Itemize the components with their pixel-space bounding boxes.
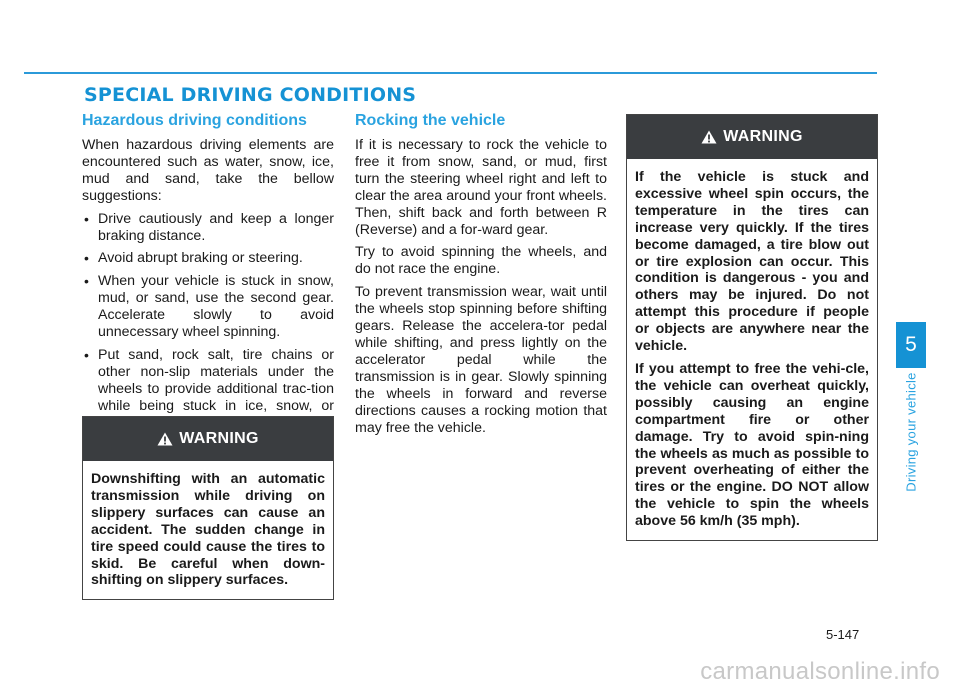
list-item: • When your vehicle is stuck in snow, mud, or sand, use the second gear. Accelerate slowly to avoid unnecessary wheel spinning.	[82, 273, 334, 341]
hazardous-list	[82, 211, 334, 432]
warning-header	[627, 115, 877, 159]
page-number: 5-147	[826, 627, 860, 642]
warning-box-downshifting	[82, 416, 334, 600]
warning-header	[83, 417, 333, 461]
rocking-paragraph: Try to avoid spinning the wheels, and do not race the engine.	[355, 244, 607, 278]
warning-text: Downshifting with an automatic transmission while driving on slippery surfaces can cause an accident. The sudden change in tire speed could cause the tires to skid. Be careful when down-shifting on slippery surfaces.	[91, 471, 325, 589]
list-item: • Drive cautiously and keep a longer braking distance.	[82, 211, 334, 245]
warning-title: WARNING	[723, 128, 803, 145]
warning-triangle-icon	[157, 432, 173, 446]
chapter-label: Driving your vehicle	[903, 372, 919, 492]
warning-triangle-icon	[701, 130, 717, 144]
section-title: SPECIAL DRIVING CONDITIONS	[84, 84, 417, 106]
warning-title: WARNING	[179, 430, 259, 447]
rocking-paragraph: If it is necessary to rock the vehicle to free it from snow, sand, or mud, first turn the steering wheel right and left to clear the area around your front wheels. Then, shift back and forth between R (Reverse) and a for-ward gear.	[355, 137, 607, 238]
warning-paragraph: If the vehicle is stuck and excessive wheel spin occurs, the temperature in the tires can increase very quickly. If the tires become damaged, a tire blow out or tire explosion can occur. This condition is dangerous - you and others may be injured. Do not attempt this procedure if people or objects are anywhere near the vehicle.	[635, 169, 869, 355]
hazardous-intro: When hazardous driving elements are encountered such as water, snow, ice, mud and sand, take the bellow suggestions:	[82, 137, 334, 204]
header-rule	[24, 72, 877, 74]
warning-box-wheel-spin	[626, 114, 878, 541]
hazardous-heading: Hazardous driving conditions	[82, 112, 307, 129]
list-item: • Avoid abrupt braking or steering.	[82, 250, 334, 267]
chapter-tab: 5	[896, 322, 926, 368]
column-left	[82, 111, 334, 438]
rocking-heading: Rocking the vehicle	[355, 112, 506, 129]
rocking-paragraph: To prevent transmission wear, wait until the wheels stop spinning before shifting gears. Release the accelera-tor pedal while shifting, and press lightly on the accelerator pedal while the transmission is in gear. Slowly spinning the wheels in forward and reverse directions causes a rocking motion that may free the vehicle.	[355, 284, 607, 436]
warning-paragraph: If you attempt to free the vehi-cle, the vehicle can overheat quickly, possibly causing an engine compartment fire or other damage. Try to avoid spin-ning the wheels as much as possible to prevent overheating of either the tires or the engine. DO NOT allow the vehicle to spin the wheels above 56 km/h (35 mph).	[635, 360, 869, 530]
watermark: carmanualsonline.info	[700, 658, 940, 685]
column-middle	[355, 111, 607, 442]
list-item: • Put sand, rock salt, tire chains or other non-slip materials under the wheels to provide additional trac-tion while being stuck in ice, snow, or	[82, 347, 334, 432]
